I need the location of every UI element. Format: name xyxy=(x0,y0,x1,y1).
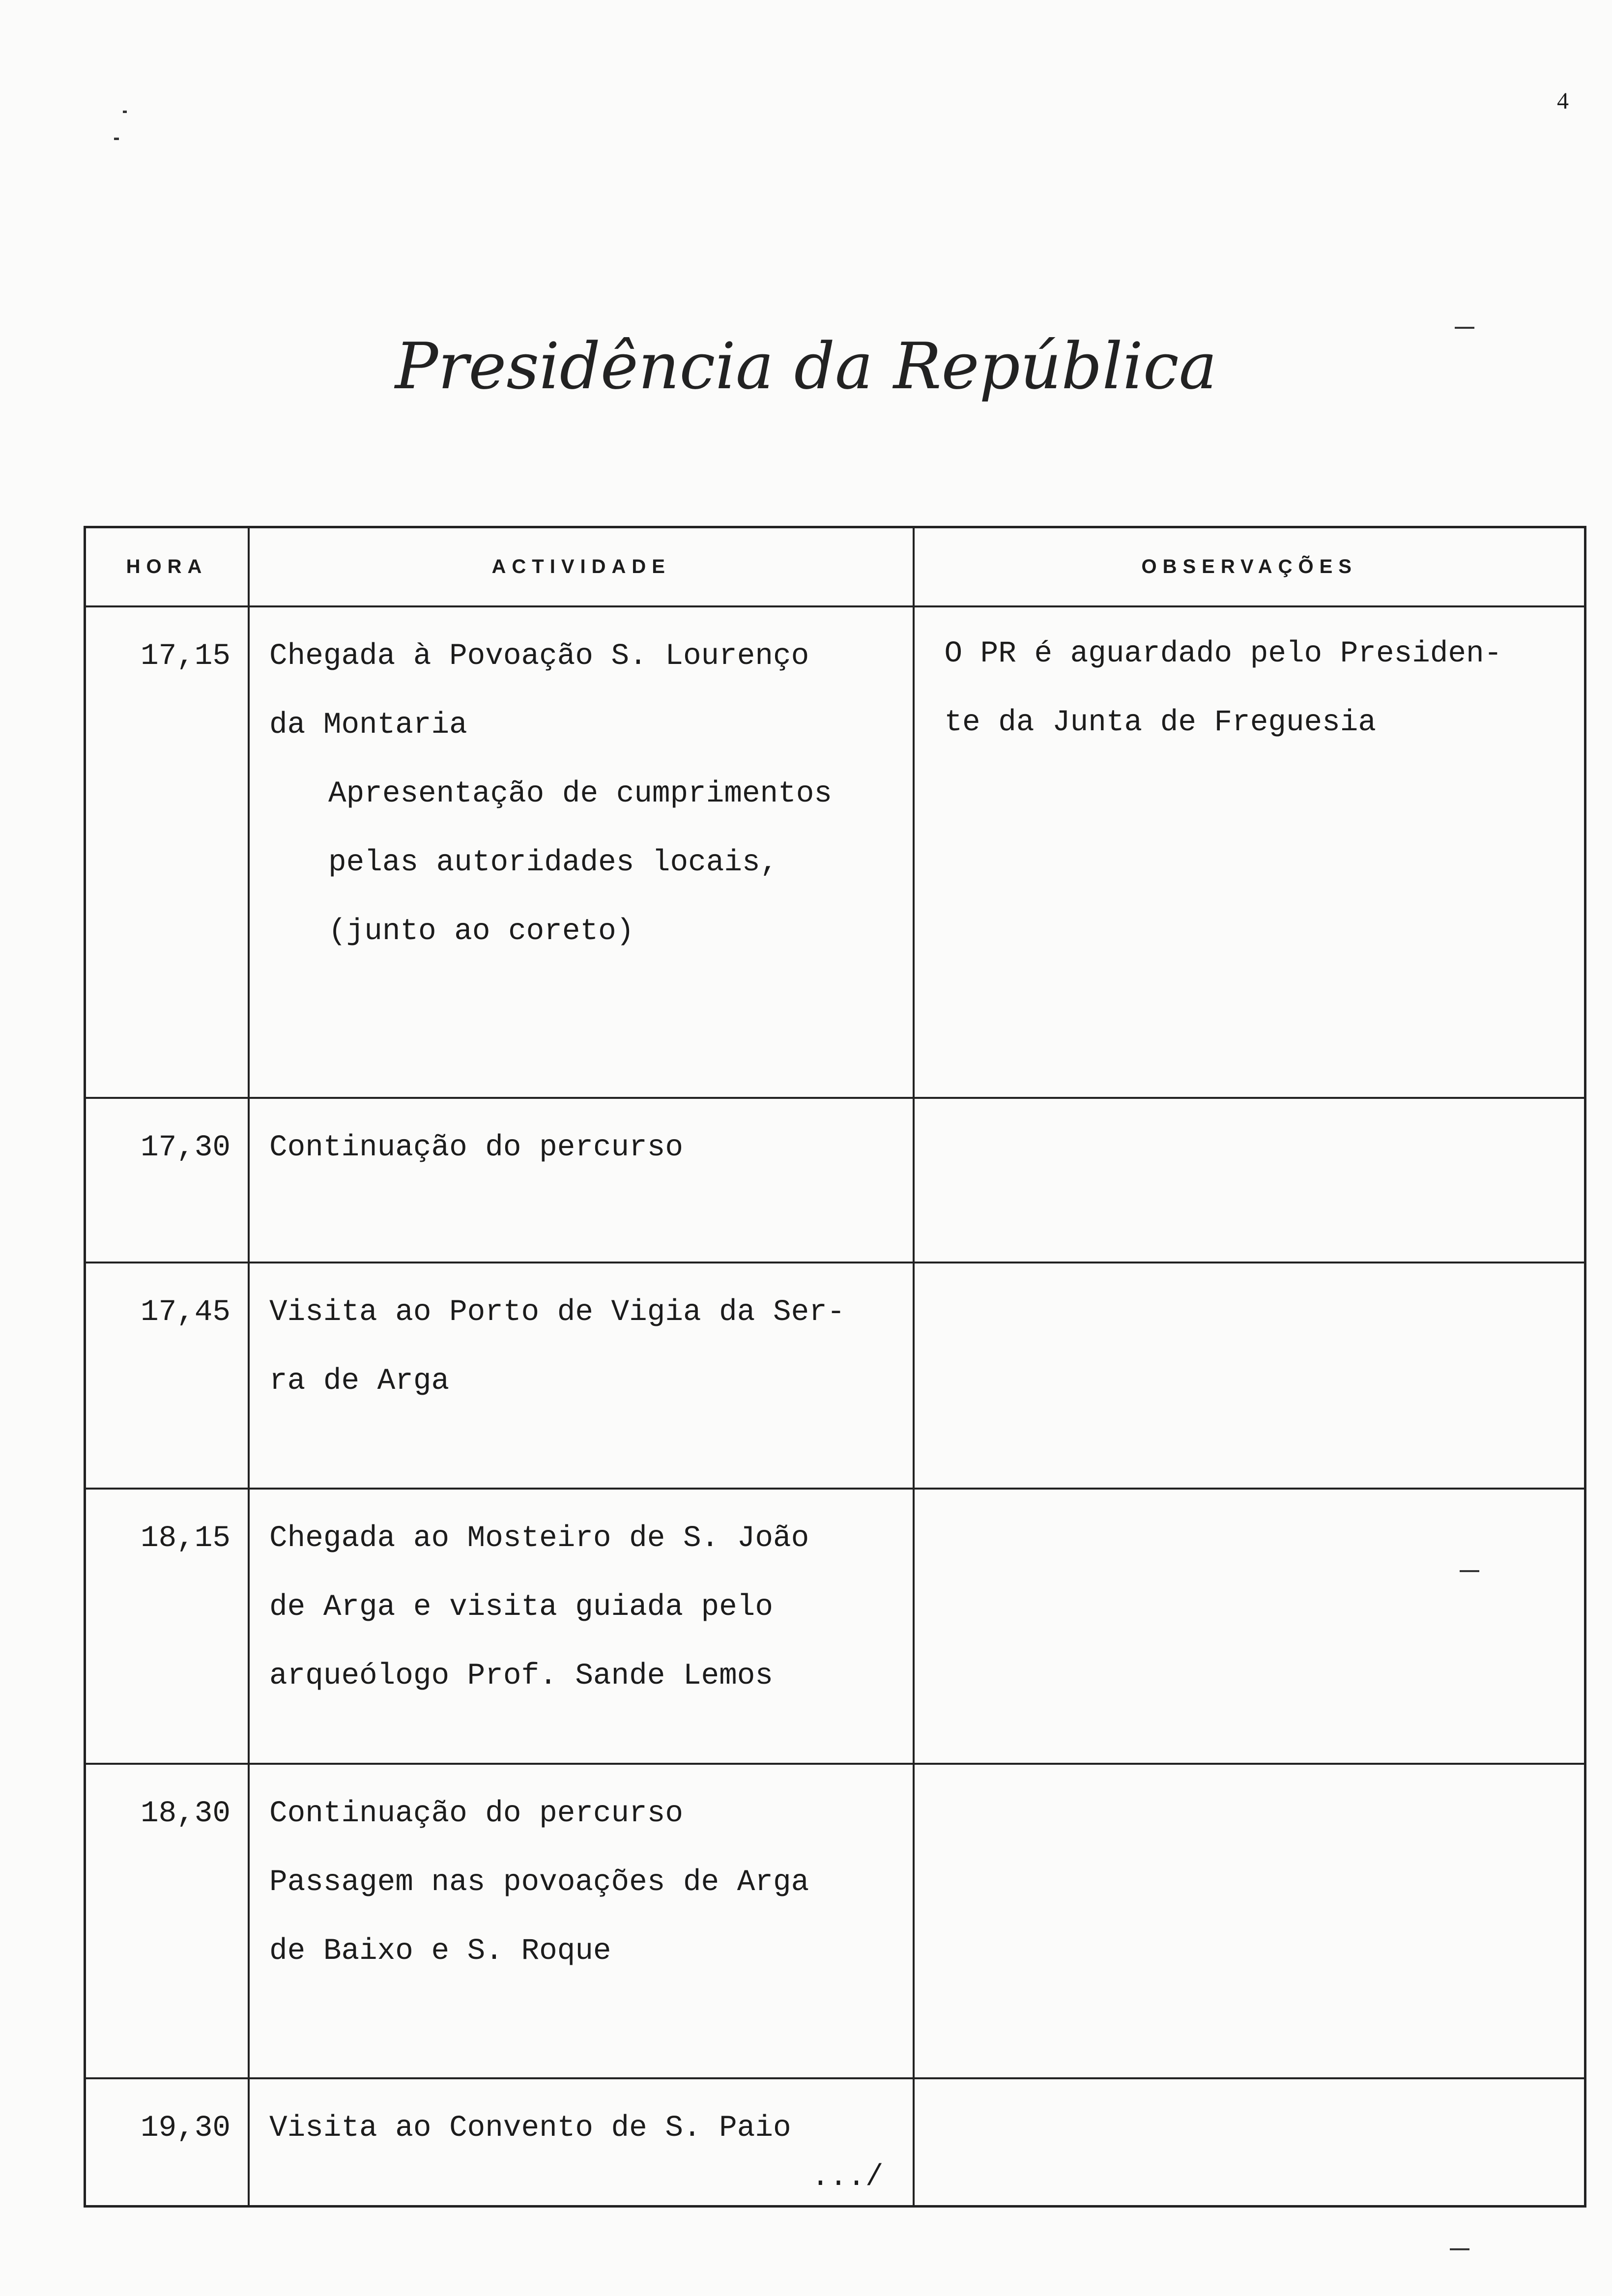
activity-line: ra de Arga xyxy=(269,1364,450,1398)
row-observations xyxy=(914,606,1585,1098)
row-activity xyxy=(249,2078,914,2206)
row-observations xyxy=(914,1098,1585,1263)
table-row xyxy=(85,1263,1585,1489)
header-observacoes: OBSERVAÇÕES xyxy=(914,527,1585,607)
schedule-table xyxy=(84,526,1586,2208)
row-activity xyxy=(249,1764,914,2078)
header-hora: HORA xyxy=(85,527,249,607)
row-time: 18,15 xyxy=(85,1489,249,1764)
row-observations xyxy=(914,1263,1585,1489)
row-observations xyxy=(914,2078,1585,2206)
row-activity xyxy=(249,1098,914,1263)
page-number: 4 xyxy=(1557,88,1569,114)
row-activity xyxy=(249,606,914,1098)
activity-subline: (junto ao coreto) xyxy=(328,915,634,948)
header-actividade: ACTIVIDADE xyxy=(249,527,914,607)
continuation-mark: .../ xyxy=(811,2160,884,2194)
table-row xyxy=(85,1764,1585,2078)
row-time: 17,15 xyxy=(85,606,249,1098)
row-observations xyxy=(914,1764,1585,2078)
table-row xyxy=(85,1489,1585,1764)
activity-line: arqueólogo Prof. Sande Lemos xyxy=(269,1659,773,1693)
activity-line: Chegada ao Mosteiro de S. João xyxy=(269,1521,809,1555)
row-time: 19,30 xyxy=(85,2078,249,2206)
activity-line: de Baixo e S. Roque xyxy=(269,1934,611,1968)
activity-subline: pelas autoridades locais, xyxy=(328,846,778,880)
activity-line: Visita ao Convento de S. Paio xyxy=(269,2111,791,2145)
activity-subline: Apresentação de cumprimentos xyxy=(328,777,832,811)
activity-line: Continuação do percurso xyxy=(269,1797,683,1831)
row-observations xyxy=(914,1489,1585,1764)
letterhead-text: Presidência da República xyxy=(395,329,1217,403)
activity-line: de Arga e visita guiada pelo xyxy=(269,1590,773,1624)
observation-line: O PR é aguardado pelo Presiden- xyxy=(944,637,1502,671)
table-row xyxy=(85,2078,1585,2206)
row-time: 17,30 xyxy=(85,1098,249,1263)
letterhead xyxy=(0,315,1612,432)
observation-line: te da Junta de Freguesia xyxy=(944,706,1376,740)
activity-line: Continuação do percurso xyxy=(269,1131,683,1165)
activity-line: Visita ao Porto de Vigia da Ser- xyxy=(269,1295,845,1329)
table-row xyxy=(85,1098,1585,1263)
row-time: 17,45 xyxy=(85,1263,249,1489)
table-header-row xyxy=(85,527,1585,607)
activity-line: Passagem nas povoações de Arga xyxy=(269,1866,809,1899)
row-activity xyxy=(249,1489,914,1764)
row-activity xyxy=(249,1263,914,1489)
table-row xyxy=(85,606,1585,1098)
activity-line: da Montaria xyxy=(269,708,467,742)
row-time: 18,30 xyxy=(85,1764,249,2078)
activity-line: Chegada à Povoação S. Lourenço xyxy=(269,639,809,673)
